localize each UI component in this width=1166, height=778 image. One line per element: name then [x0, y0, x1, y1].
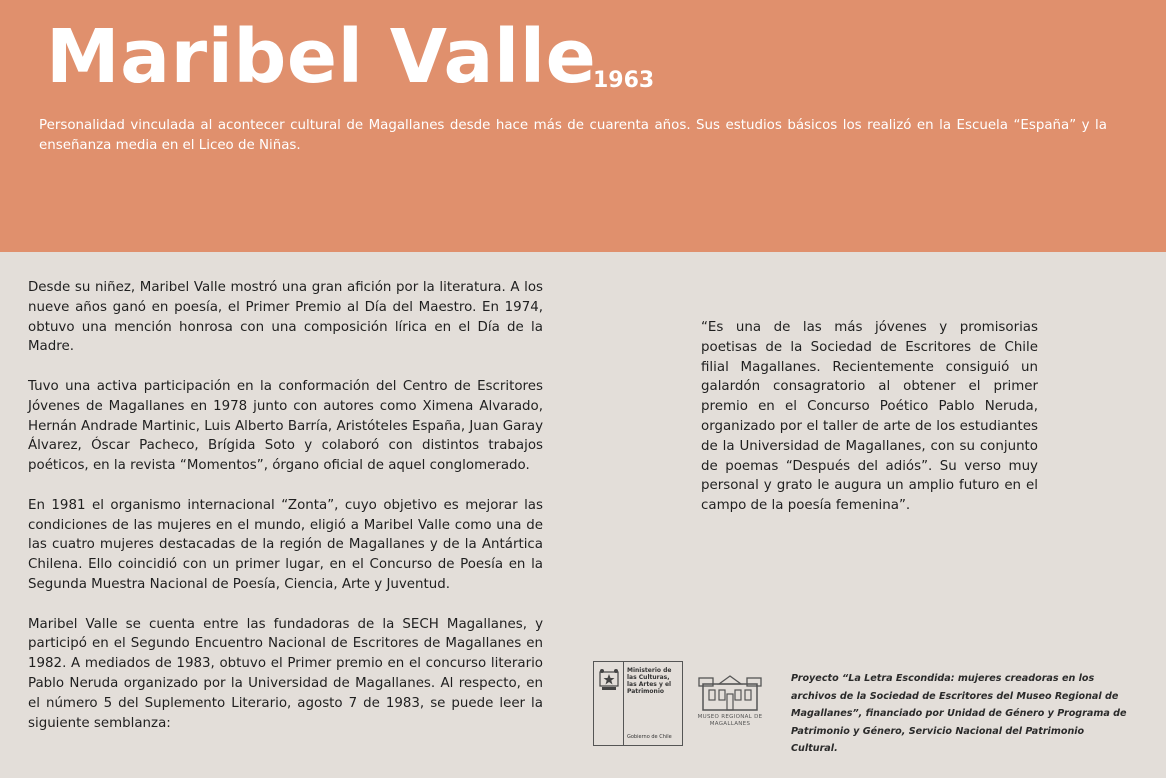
museo-label: MUSEO REGIONAL DE MAGALLANES	[697, 714, 763, 727]
biography-paragraph: Desde su niñez, Maribel Valle mostró una gran afición por la literatura. A los nueve años ganó en poesía, el Primer Premio al Día del Maestro. En 1974, obtuvo una mención honrosa con una composición lírica en el Día de la Madre.	[28, 280, 543, 355]
project-credits: Proyecto “La Letra Escondida: mujeres creadoras en los archivos de la Sociedad de Escritores del Museo Regional de Magallanes”, financiado por Unidad de Género y Programa de Patrimonio y Género, Servicio Nacional del Patrimonio Cultural.	[791, 673, 1127, 754]
biography-column	[28, 278, 543, 753]
museum-building-icon	[697, 674, 763, 714]
coat-of-arms-icon	[594, 662, 624, 745]
quote-text: “Es una de las más jóvenes y promisorias poetisas de la Sociedad de Escritores de Chile filial Magallanes. Recientemente consiguió un galardón consagratorio al obtener el primer premio en el Concurso Poético Pablo Neruda, organizado por el taller de arte de los estudiantes de la Universidad de Magallanes, con su conjunto de poemas “Después del adiós”. Su verso muy personal y grato le augura un amplio futuro en el campo de la poesía femenina”.	[701, 320, 1038, 514]
museo-logo	[695, 674, 765, 734]
biography-paragraph: Maribel Valle se cuenta entre las fundadoras de la SECH Magallanes, y participó en el Segundo Encuentro Nacional de Escritores de Magallanes en 1982. A mediados de 1983, obtuvo el Primer premio en el concurso literario Pablo Neruda organizado por la Universidad de Magallanes. Al respecto, en el número 5 del Suplemento Literario, agosto 7 de 1983, se puede leer la siguiente semblanza:	[28, 616, 543, 731]
page-title: Maribel Valle	[46, 14, 597, 100]
intro-text: Personalidad vinculada al acontecer cultural de Magallanes desde hace más de cuarenta años. Sus estudios básicos los realizó en la Escuela “España” y la enseñanza media en el Liceo de Niñas.	[39, 118, 1107, 153]
gobierno-label: Gobierno de Chile	[627, 734, 672, 740]
birth-year: 1963	[593, 68, 655, 93]
biography-paragraph: En 1981 el organismo internacional “Zonta”, cuyo objetivo es mejorar las condiciones de las mujeres en el mundo, eligió a Maribel Valle como una de las cuatro mujeres destacadas de la región de Magallanes y de la Antártica Chilena. Ello coincidió con un primer lugar, en el Concurso de Poesía en la Segunda Muestra Nacional de Poesía, Ciencia, Arte y Juventud.	[28, 497, 543, 592]
biography-paragraph: Tuvo una activa participación en la conformación del Centro de Escritores Jóvenes de Magallanes en 1978 junto con autores como Ximena Alvarado, Hernán Andrade Martinic, Luis Alberto Barría, Aristóteles España, Juan Garay Álvarez, Óscar Pacheco, Brígida Soto y colaboró con distintos trabajos poéticos, en la revista “Momentos”, órgano oficial de aquel conglomerado.	[28, 378, 543, 474]
header-banner	[0, 0, 1166, 252]
ministerio-label: Ministerio de las Culturas, las Artes y el Patrimonio	[627, 667, 672, 695]
ministerio-logo	[593, 661, 683, 746]
